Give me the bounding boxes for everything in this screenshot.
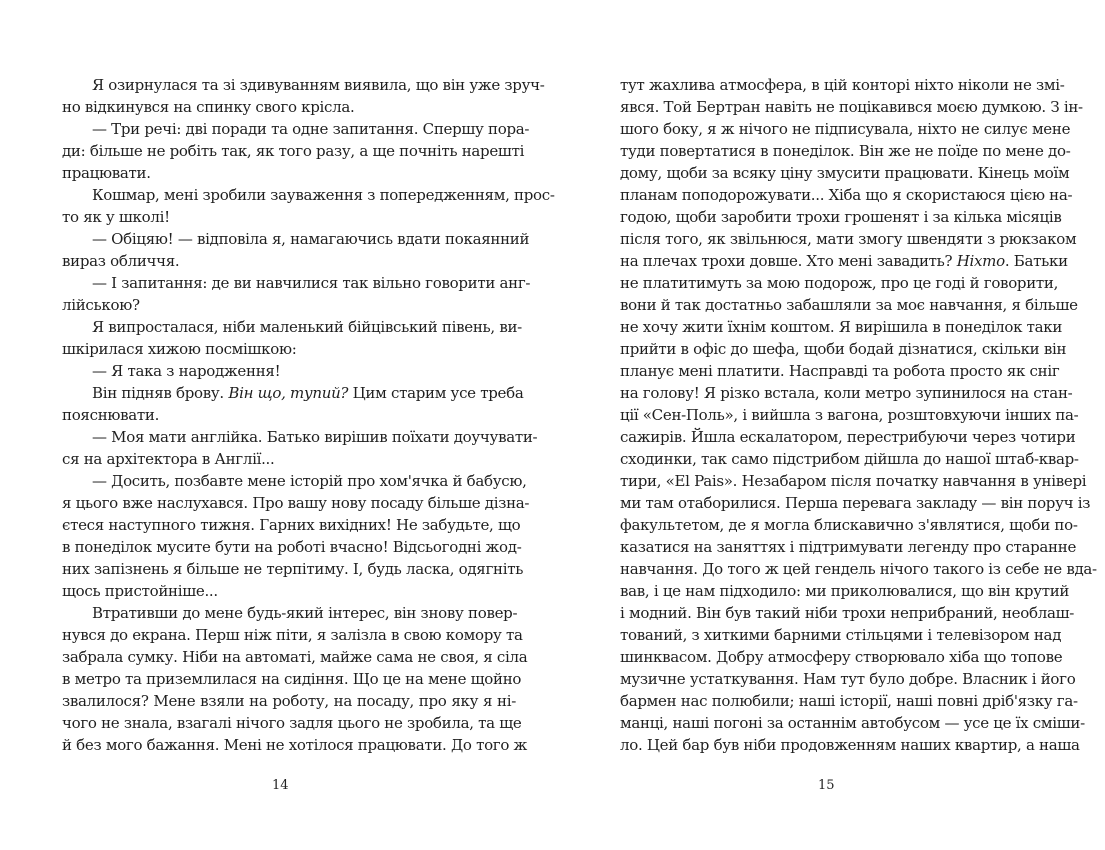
text-line: туди повертатися в понеділок. Він же не поїде по мене до- bbox=[620, 142, 1071, 160]
text-line: щось пристойніше... bbox=[62, 582, 218, 600]
text-line bbox=[62, 382, 524, 404]
text-line: в метро та приземлилася на сидіння. Що це на мене щойно bbox=[62, 670, 522, 688]
text-line: навчання. До того ж цей гендель нічого такого із себе не вда- bbox=[620, 560, 1097, 578]
text-line: я цього вже наслухався. Про вашу нову посаду більше дізна- bbox=[62, 494, 530, 512]
text-line: Я озирнулася та зі здивуванням виявила, що він уже зруч- bbox=[92, 76, 545, 94]
text-line: й без мого бажання. Мені не хотілося працювати. До того ж bbox=[62, 736, 528, 754]
text-line: вони й так достатньо забашляли за моє навчання, я більше bbox=[620, 296, 1078, 314]
text-line: — І запитання: де ви навчилися так вільно говорити анг- bbox=[92, 274, 531, 292]
text-line: ми там отаборилися. Перша перевага закладу — він поруч із bbox=[620, 494, 1091, 512]
text-line: но відкинувся на спинку свого крісла. bbox=[62, 98, 355, 116]
text-line: шинквасом. Добру атмосферу створювало хіба що топове bbox=[620, 648, 1063, 666]
right-page-text bbox=[620, 74, 1097, 756]
text-run: на плечах трохи довше. Хто мені завадить? bbox=[620, 252, 957, 270]
text-line: сходинки, так само підстрибом дійшла до нашої штаб-квар- bbox=[620, 450, 1079, 468]
text-run: Цим старим усе треба bbox=[348, 384, 524, 402]
left-page-text bbox=[62, 74, 555, 756]
text-line: вав, і це нам підходило: ми приколювалися, що він крутий bbox=[620, 582, 1070, 600]
text-line: годою, щоби заробити трохи грошенят і за кілька місяців bbox=[620, 208, 1062, 226]
text-line: бармен нас полюбили; наші історії, наші повні дріб'язку га- bbox=[620, 692, 1078, 710]
text-line: манці, наші погоні за останнім автобусом — усе це їх сміши- bbox=[620, 714, 1085, 732]
text-line: них запізнень я більше не терпітиму. І, будь ласка, одягніть bbox=[62, 560, 524, 578]
text-line: факультетом, де я могла блискавично з'являтися, щоби по- bbox=[620, 516, 1078, 534]
page-number-right: 15 bbox=[818, 778, 835, 793]
text-line: тований, з хиткими барними стільцями і телевізором над bbox=[620, 626, 1062, 644]
italic-run: Він що, тупий? bbox=[228, 384, 349, 402]
text-line: працювати. bbox=[62, 164, 151, 182]
text-line: не платитимуть за мою подорож, про це годі й говорити, bbox=[620, 274, 1059, 292]
text-run: . Батьки bbox=[1004, 252, 1068, 270]
text-line: дому, щоби за всяку ціну змусити працювати. Кінець моїм bbox=[620, 164, 1070, 182]
text-line: то як у школі! bbox=[62, 208, 170, 226]
text-line: Втративши до мене будь-який інтерес, він знову повер- bbox=[92, 604, 518, 622]
text-line: тут жахлива атмосфера, в цій конторі ніхто ніколи не змі- bbox=[620, 76, 1065, 94]
text-line: прийти в офіс до шефа, щоби бодай дізнатися, скільки він bbox=[620, 340, 1067, 358]
text-line: нувся до екрана. Перш ніж піти, я залізла в свою комору та bbox=[62, 626, 523, 644]
text-line: музичне устаткування. Нам тут було добре. Власник і його bbox=[620, 670, 1076, 688]
text-line: Я випросталася, ніби маленький бійцівський півень, ви- bbox=[92, 318, 522, 336]
text-line: ції «Сен-Поль», і вийшла з вагона, розштовхуючи інших па- bbox=[620, 406, 1079, 424]
text-line: ди: більше не робіть так, як того разу, а ще почніть нарешті bbox=[62, 142, 525, 160]
text-line bbox=[620, 250, 1068, 272]
text-line: Кошмар, мені зробили зауваження з попередженням, прос- bbox=[92, 186, 555, 204]
text-line: — Досить, позбавте мене історій про хом'ячка й бабусю, bbox=[92, 472, 527, 490]
text-line: шого боку, я ж нічого не підписувала, ніхто не силує мене bbox=[620, 120, 1071, 138]
text-run: Він підняв брову. bbox=[92, 384, 229, 402]
text-line: — Я така з народження! bbox=[92, 362, 281, 380]
text-line: явся. Той Бертран навіть не поцікавився моєю думкою. З ін- bbox=[620, 98, 1083, 116]
text-line: пояснювати. bbox=[62, 406, 160, 424]
text-line: лійською? bbox=[62, 296, 140, 314]
text-line: — Обіцяю! — відповіла я, намагаючись вдати покаянний bbox=[92, 230, 530, 248]
text-line: ся на архітектора в Англії... bbox=[62, 450, 275, 468]
text-line: — Моя мати англійка. Батько вирішив поїхати доучувати- bbox=[92, 428, 538, 446]
text-line: вираз обличчя. bbox=[62, 252, 180, 270]
text-line: — Три речі: дві поради та одне запитання. Спершу пора- bbox=[92, 120, 530, 138]
text-line: планам поподорожувати... Хіба що я скористаюся цією на- bbox=[620, 186, 1073, 204]
text-line: сажирів. Йшла ескалатором, перестрибуючи через чотири bbox=[620, 428, 1076, 446]
text-line: чого не знала, взагалі нічого задля цього не зробила, та ще bbox=[62, 714, 522, 732]
text-line: не хочу жити їхнім коштом. Я вирішила в понеділок таки bbox=[620, 318, 1063, 336]
text-line: в понеділок мусите бути на роботі вчасно! Відсьогодні жод- bbox=[62, 538, 522, 556]
text-line: казатися на заняттях і підтримувати легенду про старанне bbox=[620, 538, 1077, 556]
page-number-left: 14 bbox=[272, 778, 289, 793]
italic-run: Ніхто bbox=[956, 252, 1005, 270]
text-line: ло. Цей бар був ніби продовженням наших квартир, а наша bbox=[620, 736, 1080, 754]
text-line: забрала сумку. Ніби на автоматі, майже сама не своя, я сіла bbox=[62, 648, 528, 666]
text-line: тири, «El Pais». Незабаром після початку навчання в універі bbox=[620, 472, 1087, 490]
text-line: і модний. Він був такий ніби трохи неприбраний, необлаш- bbox=[620, 604, 1075, 622]
text-line: єтеся наступного тижня. Гарних вихідних! Не забудьте, що bbox=[62, 516, 521, 534]
text-line: звалилося? Мене взяли на роботу, на посаду, про яку я ні- bbox=[62, 692, 516, 710]
text-line: шкірилася хижою посмішкою: bbox=[62, 340, 297, 358]
text-line: після того, як звільнюся, мати змогу швендяти з рюкзаком bbox=[620, 230, 1077, 248]
text-line: на голову! Я різко встала, коли метро зупинилося на стан- bbox=[620, 384, 1073, 402]
text-line: планує мені платити. Насправді та робота просто як сніг bbox=[620, 362, 1060, 380]
